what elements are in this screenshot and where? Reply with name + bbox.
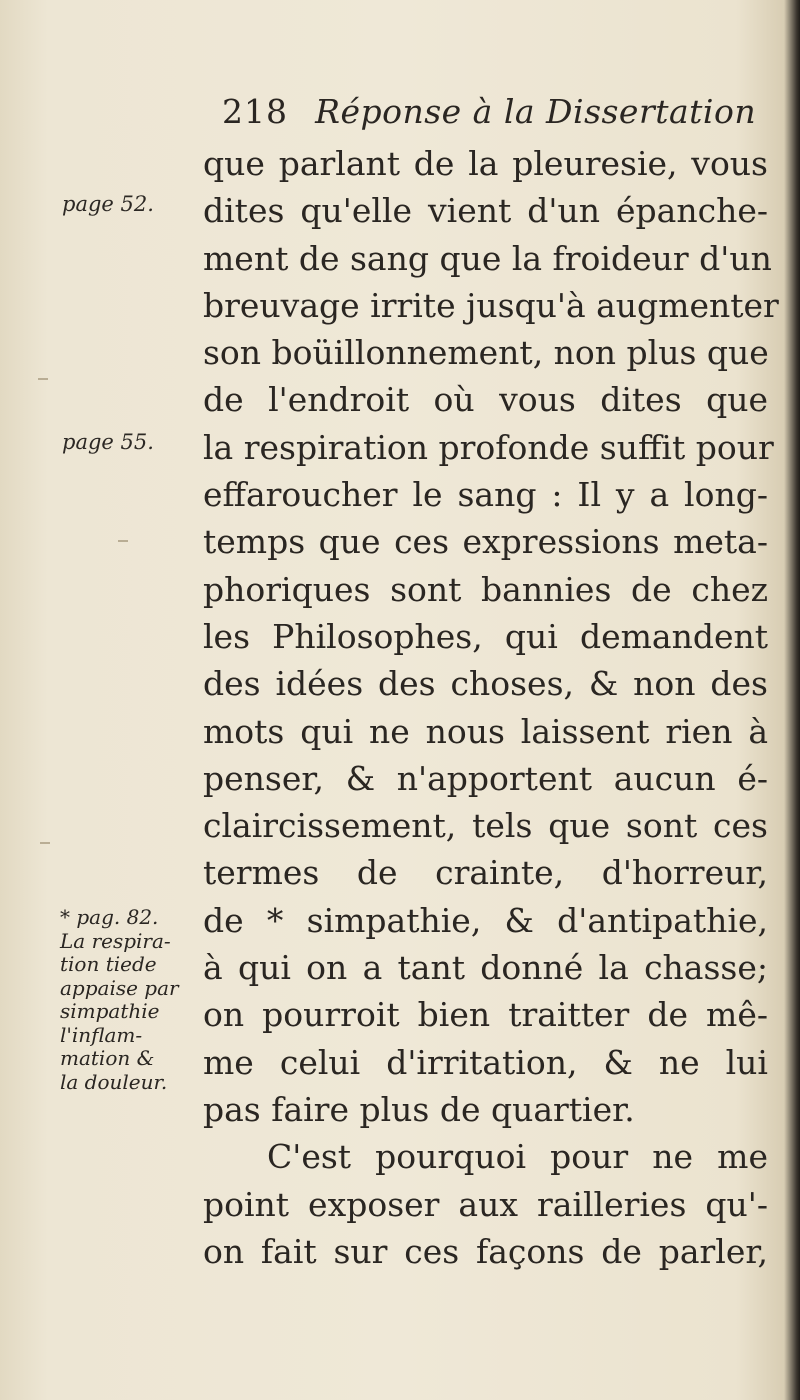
text-line: pas faire plus de quartier. — [203, 1089, 635, 1129]
text-line: la respiration profonde suffit pour — [203, 427, 774, 467]
text-line: penser, & n'apportent aucun é- — [203, 758, 768, 798]
text-line: phoriques sont bannies de chez — [203, 569, 768, 609]
text-line: termes de crainte, d'horreur, — [203, 853, 768, 893]
text-line: temps que ces expressions meta- — [203, 522, 768, 562]
sidenote-line: tion tiede — [60, 952, 157, 976]
margin-speck — [38, 378, 48, 380]
text-line: claircissement, tels que sont ces — [203, 806, 768, 846]
margin-speck — [118, 540, 128, 542]
margin-reference-page-55: page 55. — [62, 430, 154, 454]
text-line: dites qu'elle vient d'un épanche- — [203, 191, 768, 231]
text-line: C'est pourquoi pour ne me — [267, 1137, 768, 1177]
text-line: on fait sur ces façons de parler, — [203, 1231, 768, 1271]
margin-reference-page-52: page 52. — [62, 192, 154, 216]
sidenote-line: simpathie — [60, 999, 160, 1023]
text-line: breuvage irrite jusqu'à augmenter — [203, 285, 779, 325]
text-line: des idées des choses, & non des — [203, 664, 768, 704]
body-text — [203, 140, 779, 1275]
sidenote-line: appaise par — [60, 975, 179, 1000]
sidenote-line: * pag. 82. — [60, 905, 159, 929]
text-line: mots qui ne nous laissent rien à — [203, 711, 768, 751]
text-line: on pourroit bien traitter de mê- — [203, 995, 768, 1035]
text-line: de l'endroit où vous dites que — [203, 380, 768, 420]
text-line: à qui on a tant donné la chasse; — [203, 948, 768, 988]
text-line: son boüillonnement, non plus que — [203, 333, 769, 373]
sidenote-line: la douleur. — [60, 1069, 168, 1094]
text-line: effaroucher le sang : Il y a long- — [203, 475, 768, 515]
text-line: me celui d'irritation, & ne lui — [203, 1042, 768, 1082]
text-line: que parlant de la pleuresie, vous — [203, 144, 768, 183]
text-line: point exposer aux railleries qu'- — [203, 1184, 768, 1224]
page-number: 218 — [222, 92, 288, 131]
text-line: de * simpathie, & d'antipathie, — [203, 900, 768, 940]
running-title: Réponse à la Dissertation — [315, 92, 757, 131]
margin-speck — [40, 842, 50, 844]
text-line: ment de sang que la froideur d'un — [203, 238, 772, 278]
text-line: les Philosophes, qui demandent — [203, 616, 768, 656]
sidenote-line: mation & — [60, 1046, 155, 1070]
sidenote-line: La respira- — [60, 928, 171, 953]
page-header — [222, 92, 757, 142]
sidenote-line: l'inflam- — [60, 1022, 143, 1047]
margin-sidenote — [60, 906, 205, 1094]
